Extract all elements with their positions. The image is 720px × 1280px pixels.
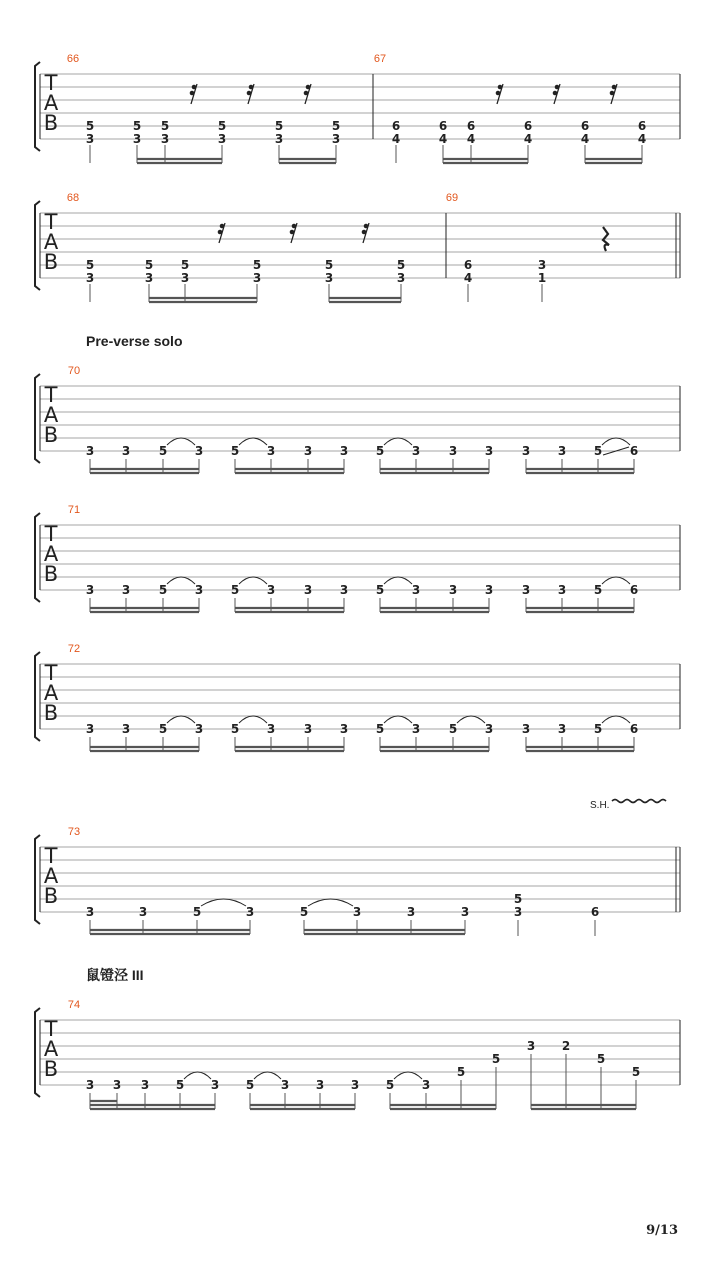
sixteenth-rest-icon <box>498 85 503 90</box>
fret-number: 5 <box>252 258 262 272</box>
system-bracket <box>35 1008 40 1097</box>
fret-number: 3 <box>350 1078 360 1092</box>
fret-number: 3 <box>411 722 421 736</box>
slur-tie <box>394 1072 422 1079</box>
fret-number: 3 <box>421 1078 431 1092</box>
fret-number: 3 <box>274 132 284 146</box>
sixteenth-rest-icon <box>247 91 252 96</box>
fret-number: 3 <box>448 444 458 458</box>
tab-letter-b: B <box>43 701 59 725</box>
fret-number: 4 <box>466 132 476 146</box>
tab-letter-t: T <box>44 522 58 546</box>
sixteenth-rest-icon <box>496 91 501 96</box>
fret-number: 6 <box>590 905 600 919</box>
fret-number: 4 <box>438 132 448 146</box>
fret-number: 3 <box>396 271 406 285</box>
fret-number: 3 <box>245 905 255 919</box>
fret-number: 3 <box>339 722 349 736</box>
slur-tie <box>602 438 630 445</box>
fret-number: 5 <box>385 1078 395 1092</box>
fret-number: 3 <box>217 132 227 146</box>
fret-number: 6 <box>391 119 401 133</box>
fret-number: 3 <box>85 132 95 146</box>
tab-letter-b: B <box>43 111 59 135</box>
fret-number: 5 <box>274 119 284 133</box>
fret-number: 4 <box>637 132 647 146</box>
fret-number: 3 <box>484 583 494 597</box>
fret-number: 5 <box>593 722 603 736</box>
fret-number: 5 <box>593 444 603 458</box>
fret-number: 5 <box>85 258 95 272</box>
tab-letter-t: T <box>44 383 58 407</box>
fret-number: 3 <box>252 271 262 285</box>
slur-tie <box>239 716 267 723</box>
fret-number: 5 <box>158 583 168 597</box>
fret-number: 3 <box>460 905 470 919</box>
system-bracket <box>35 374 40 463</box>
fret-number: 3 <box>303 444 313 458</box>
system-bracket <box>35 62 40 151</box>
fret-number: 3 <box>557 722 567 736</box>
fret-number: 3 <box>406 905 416 919</box>
fret-number: 6 <box>580 119 590 133</box>
tab-letter-b: B <box>43 423 59 447</box>
fret-number: 3 <box>85 583 95 597</box>
fret-number: 3 <box>339 444 349 458</box>
measure-number: 68 <box>66 192 80 204</box>
fret-number: 3 <box>194 583 204 597</box>
slur-tie <box>602 577 630 584</box>
measure-number: 67 <box>373 53 387 65</box>
fret-number: 5 <box>324 258 334 272</box>
fret-number: 3 <box>266 722 276 736</box>
fret-number: 5 <box>175 1078 185 1092</box>
sixteenth-rest-icon <box>249 85 254 90</box>
tab-letter-t: T <box>44 844 58 868</box>
measure-number: 74 <box>67 999 81 1011</box>
tab-letter-a: A <box>43 1037 59 1061</box>
slur-tie <box>239 438 267 445</box>
fret-number: 5 <box>491 1052 501 1066</box>
slur-tie <box>167 438 195 445</box>
fret-number: 5 <box>144 258 154 272</box>
fret-number: 5 <box>396 258 406 272</box>
fret-number: 3 <box>194 444 204 458</box>
fret-number: 5 <box>158 444 168 458</box>
fret-number: 3 <box>448 583 458 597</box>
slur-tie <box>201 899 246 906</box>
fret-number: 6 <box>629 583 639 597</box>
slur-tie <box>457 716 485 723</box>
sixteenth-rest-icon <box>610 91 615 96</box>
slur-tie <box>167 716 195 723</box>
fret-number: 3 <box>280 1078 290 1092</box>
slur-tie <box>254 1072 281 1079</box>
fret-number: 5 <box>375 444 385 458</box>
fret-number: 5 <box>132 119 142 133</box>
fret-number: 5 <box>631 1065 641 1079</box>
sixteenth-rest-icon <box>555 85 560 90</box>
sixteenth-rest-icon <box>364 224 369 229</box>
fret-number: 3 <box>121 583 131 597</box>
fret-number: 3 <box>194 722 204 736</box>
fret-number: 5 <box>230 444 240 458</box>
fret-number: 3 <box>513 905 523 919</box>
fret-number: 3 <box>352 905 362 919</box>
fret-number: 5 <box>513 892 523 906</box>
sixteenth-rest-icon <box>290 230 295 235</box>
fret-number: 3 <box>484 722 494 736</box>
measure-number: 72 <box>67 643 81 655</box>
technique-label: S.H. <box>590 800 610 811</box>
slur-tie <box>308 899 353 906</box>
fret-number: 3 <box>303 583 313 597</box>
fret-number: 3 <box>411 583 421 597</box>
system-bracket <box>35 513 40 602</box>
vibrato-wave <box>612 800 666 803</box>
fret-number: 5 <box>375 722 385 736</box>
fret-number: 3 <box>484 444 494 458</box>
fret-number: 3 <box>521 583 531 597</box>
fret-number: 6 <box>629 444 639 458</box>
fret-number: 3 <box>121 722 131 736</box>
tab-letter-a: A <box>43 403 59 427</box>
tab-letter-a: A <box>43 230 59 254</box>
tab-letter-b: B <box>43 884 59 908</box>
fret-number: 3 <box>339 583 349 597</box>
sixteenth-rest-icon <box>292 224 297 229</box>
fret-number: 3 <box>521 722 531 736</box>
system-bracket <box>35 835 40 924</box>
fret-number: 5 <box>180 258 190 272</box>
fret-number: 3 <box>144 271 154 285</box>
fret-number: 3 <box>85 905 95 919</box>
tab-letter-a: A <box>43 91 59 115</box>
fret-number: 6 <box>629 722 639 736</box>
sixteenth-rest-icon <box>190 91 195 96</box>
fret-number: 5 <box>160 119 170 133</box>
fret-number: 4 <box>523 132 533 146</box>
fret-number: 3 <box>85 444 95 458</box>
slur-tie <box>384 577 412 584</box>
fret-number: 3 <box>138 905 148 919</box>
tab-letter-b: B <box>43 562 59 586</box>
fret-number: 3 <box>557 583 567 597</box>
sixteenth-rest-icon <box>612 85 617 90</box>
fret-number: 3 <box>331 132 341 146</box>
fret-number: 5 <box>192 905 202 919</box>
fret-number: 3 <box>85 1078 95 1092</box>
sixteenth-rest-icon <box>192 85 197 90</box>
measure-number: 69 <box>445 192 459 204</box>
measure-number: 70 <box>67 365 81 377</box>
fret-number: 3 <box>526 1039 536 1053</box>
fret-number: 5 <box>158 722 168 736</box>
fret-number: 2 <box>561 1039 571 1053</box>
slur-tie <box>167 577 195 584</box>
fret-number: 3 <box>557 444 567 458</box>
fret-number: 3 <box>411 444 421 458</box>
fret-number: 3 <box>315 1078 325 1092</box>
fret-number: 3 <box>210 1078 220 1092</box>
fret-number: 3 <box>266 583 276 597</box>
fret-number: 5 <box>217 119 227 133</box>
fret-number: 4 <box>463 271 473 285</box>
slur-tie <box>384 716 412 723</box>
fret-number: 5 <box>299 905 309 919</box>
system-bracket <box>35 652 40 741</box>
measure-number: 73 <box>67 826 81 838</box>
fret-number: 3 <box>537 258 547 272</box>
sixteenth-rest-icon <box>306 85 311 90</box>
fret-number: 3 <box>521 444 531 458</box>
sixteenth-rest-icon <box>304 91 309 96</box>
slur-tie <box>184 1072 211 1079</box>
system-bracket <box>35 201 40 290</box>
tab-letter-t: T <box>44 71 58 95</box>
fret-number: 5 <box>448 722 458 736</box>
tab-letter-b: B <box>43 1057 59 1081</box>
fret-number: 3 <box>132 132 142 146</box>
section-label: Pre-verse solo <box>86 333 183 349</box>
fret-number: 3 <box>140 1078 150 1092</box>
fret-number: 5 <box>245 1078 255 1092</box>
fret-number: 6 <box>463 258 473 272</box>
tab-letter-a: A <box>43 542 59 566</box>
fret-number: 4 <box>391 132 401 146</box>
tab-letter-t: T <box>44 661 58 685</box>
fret-number: 3 <box>160 132 170 146</box>
sixteenth-rest-icon <box>218 230 223 235</box>
sixteenth-rest-icon <box>362 230 367 235</box>
fret-number: 3 <box>121 444 131 458</box>
fret-number: 5 <box>593 583 603 597</box>
tab-letter-t: T <box>44 210 58 234</box>
measure-number: 71 <box>67 504 81 516</box>
fret-number: 1 <box>537 271 547 285</box>
fret-number: 3 <box>85 722 95 736</box>
tab-letter-t: T <box>44 1017 58 1041</box>
tab-letter-a: A <box>43 681 59 705</box>
fret-number: 5 <box>331 119 341 133</box>
measure-number: 66 <box>66 53 80 65</box>
fret-number: 3 <box>180 271 190 285</box>
fret-number: 4 <box>580 132 590 146</box>
fret-number: 5 <box>456 1065 466 1079</box>
fret-number: 3 <box>266 444 276 458</box>
fret-number: 5 <box>230 583 240 597</box>
fret-number: 6 <box>466 119 476 133</box>
slur-tie <box>602 716 630 723</box>
tab-letter-b: B <box>43 250 59 274</box>
sixteenth-rest-icon <box>553 91 558 96</box>
fret-number: 3 <box>324 271 334 285</box>
section-label: 鼠镫泾 III <box>86 967 144 983</box>
fret-number: 5 <box>85 119 95 133</box>
sixteenth-rest-icon <box>220 224 225 229</box>
fret-number: 5 <box>375 583 385 597</box>
tab-letter-a: A <box>43 864 59 888</box>
fret-number: 6 <box>637 119 647 133</box>
fret-number: 5 <box>230 722 240 736</box>
page-number: 9/13 <box>646 1223 678 1238</box>
fret-number: 3 <box>85 271 95 285</box>
fret-number: 6 <box>438 119 448 133</box>
slur-tie <box>239 577 267 584</box>
fret-number: 6 <box>523 119 533 133</box>
fret-number: 3 <box>112 1078 122 1092</box>
slur-tie <box>384 438 412 445</box>
fret-number: 5 <box>596 1052 606 1066</box>
fret-number: 3 <box>303 722 313 736</box>
